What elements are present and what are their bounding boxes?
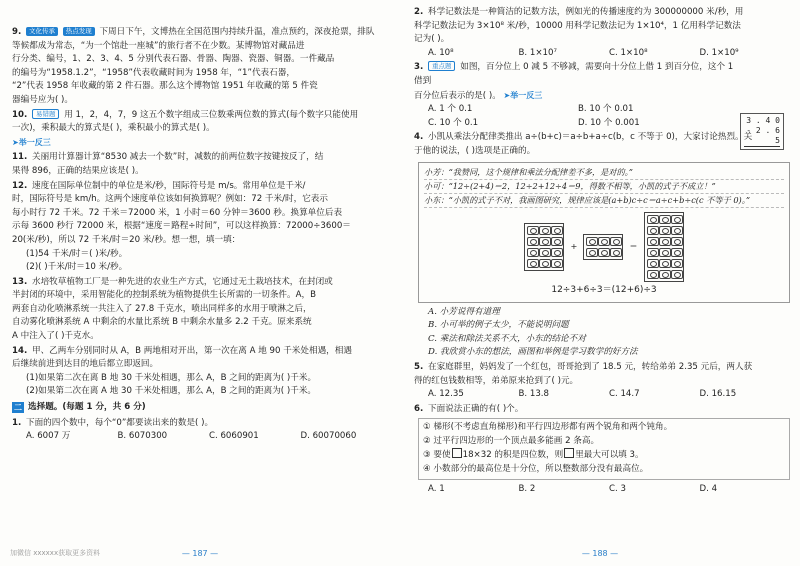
options-row <box>414 483 790 497</box>
page-number: — 188 — <box>581 549 619 558</box>
question-text: 科学记数法是一种简洁的记数方法，例如光的传播速度约为 300000000 米/秒，用 <box>427 7 744 17</box>
option-a[interactable]: A. 1 <box>428 483 445 494</box>
question-text: 于他的说法，( )选项是正确的。 <box>414 145 536 156</box>
calc-subtrahend: - 2 . 6 5 <box>744 126 780 147</box>
question-13 <box>12 276 392 344</box>
question-text: 下周日下午，文博热在全国范围内持续升温，准点预约，深夜抢票，排队 <box>99 27 375 37</box>
options-row <box>414 388 790 402</box>
egg-tray-right <box>644 212 684 282</box>
egg-icon <box>527 259 539 268</box>
egg-icon <box>539 259 551 268</box>
question-text: 在家庭群里，妈妈发了一个红包，哥哥抢到了 18.5 元，转给弟弟 2.35 元后，两人获 <box>427 361 753 372</box>
error-prone-tag: 易错题 <box>32 109 60 119</box>
sub-question: (1)如果第二次在离 B 地 30 千米处相遇，那么 A，B 之间的距离为( )千米。 <box>26 372 317 383</box>
question-12 <box>12 180 392 275</box>
question-number: 9. <box>12 27 22 37</box>
egg-icon <box>551 226 563 235</box>
egg-icon <box>610 248 622 257</box>
question-text: 半封闭的环境中，采用智能化的控制系统为植物提供生长所需的一切条件。A，B <box>12 290 316 301</box>
options-row <box>414 47 790 61</box>
equals-sign: ＝ <box>629 241 638 252</box>
statement-4: ④ 小数部分的最高位是十分位，所以整数部分没有最高位。 <box>423 464 649 475</box>
more-practice-link[interactable]: ➤举一反三 <box>12 137 51 147</box>
question-number: 14. <box>12 345 28 356</box>
link-label[interactable]: 举一反三 <box>510 90 543 100</box>
options-row <box>414 117 728 131</box>
options-row <box>414 103 728 117</box>
question-text: 一次)，乘积最大的算式是( )，乘积最小的算式是( )。 <box>12 123 215 134</box>
option-b[interactable]: B. 13.8 <box>518 389 549 400</box>
option-d[interactable]: D. 4 <box>699 483 718 494</box>
question-text: 百分位后表示的是( )。 <box>414 90 501 101</box>
egg-icon <box>598 237 610 246</box>
question-text: 的编号为“1958.1.2”，“1958”代表收藏时间为 1958 年，“1”代表石器， <box>12 67 295 78</box>
option-b[interactable]: B. 6070300 <box>117 431 168 442</box>
option-d[interactable]: D. 16.15 <box>699 389 737 400</box>
egg-icon <box>551 237 563 246</box>
egg-icon <box>659 237 671 246</box>
page-number: — 187 — <box>181 549 219 558</box>
discussion-box <box>418 162 790 303</box>
egg-icon <box>539 226 551 235</box>
topic-tag: 文化传承 <box>26 27 58 36</box>
section-title: 选择题。(每题 1 分，共 6 分) <box>28 402 146 413</box>
question-text: 速度在国际单位制中的单位是米/秒，国际符号是 m/s。常用单位是千米/ <box>31 180 306 191</box>
option-b[interactable]: B. 1×10⁷ <box>518 47 557 58</box>
option-c[interactable]: C. 10 个 0.1 <box>428 117 479 128</box>
egg-icon <box>647 215 659 224</box>
egg-icon <box>659 259 671 268</box>
option-b[interactable]: B. 10 个 0.01 <box>578 104 634 115</box>
egg-icon <box>647 248 659 257</box>
discussion-line: 小可：“12÷(2+4)＝2，12÷2+12÷4＝9，得数不相等，小凯的式子不成立！” <box>424 180 784 194</box>
option-d[interactable]: D. 60070060 <box>300 431 357 442</box>
egg-icon <box>671 237 683 246</box>
option-b[interactable]: B. 2 <box>518 483 536 494</box>
discussion-line: 小东：“小凯的式子不对，我画图研究，规律应该是(a+b)c÷c＝a÷c+b÷c(c 不等于 0)。” <box>424 194 784 208</box>
question-text: 关丽用计算器计算“8530 减去一个数”时，减数的前两位数字按键按反了，结 <box>31 152 324 163</box>
option-c[interactable]: C. 乘法和除法关系不大，小东的结论不对 <box>428 333 586 344</box>
right-column <box>414 6 790 497</box>
question-text: 得的红包钱数相等，弟弟原来抢到了( )元。 <box>414 375 579 386</box>
egg-icon <box>671 259 683 268</box>
link-label[interactable]: 举一反三 <box>18 137 51 147</box>
option-a[interactable]: A. 10⁸ <box>428 47 454 58</box>
option-d[interactable]: D. 我欣赏小东的想法，画图和举例是学习数学的好方法 <box>428 347 638 358</box>
question-text: 自动雾化喷淋系统 A 中剩余的水量比系统 B 中剩余水量多 2.2 千克。原来系统 <box>12 317 312 328</box>
question-text: 科学记数法记为 3×10⁸ 米/秒，10000 用科学记数法记为 1×10⁴，1 亿用科学记数法 <box>414 20 741 31</box>
statement-text: ③ 要使 <box>423 450 451 461</box>
question-11 <box>12 151 392 178</box>
sub-question: (2)( )千米/时＝10 米/秒。 <box>26 262 128 273</box>
question-text: 20(米/秒)，所以 72 千米/时＝20 米/秒。想一想，填一填： <box>12 234 241 245</box>
egg-icon <box>539 248 551 257</box>
more-practice-link[interactable]: ➤举一反三 <box>503 90 543 100</box>
question-text: 下面说法正确的有( )个。 <box>427 403 524 414</box>
question-text: 行分类、编号，1、2、3、4、5 分别代表石器、骨器、陶器、瓷器、铜器。一件藏品 <box>12 54 335 65</box>
egg-icon <box>539 237 551 246</box>
statement-3 <box>423 448 785 463</box>
question-text: 下面的四个数中，每个“0”都要读出来的数是( )。 <box>25 417 214 428</box>
question-text: 果得 896，正确的结果应该是( )。 <box>12 165 144 176</box>
key-question-tag: 重点题 <box>428 61 456 71</box>
egg-icon <box>647 226 659 235</box>
hot-tag: 热点发现 <box>63 27 95 36</box>
choice-question-1 <box>12 417 392 444</box>
sub-question: (2)如果第二次在离 A 地 30 千米处相遇，那么 A，B 之间的距离为( )千米。 <box>26 386 317 397</box>
option-c[interactable]: C. 14.7 <box>609 389 640 400</box>
question-text: 两套自动化喷淋系统一共注入了 27.8 千克水，喷出同样多的水用于喷淋之后， <box>12 303 312 314</box>
egg-icon <box>551 259 563 268</box>
question-9 <box>12 26 392 108</box>
subtraction-vertical-calc <box>740 113 784 150</box>
egg-icon <box>551 248 563 257</box>
egg-tray-middle <box>583 234 623 260</box>
egg-icon <box>671 215 683 224</box>
egg-diagram <box>424 212 784 282</box>
option-c[interactable]: C. 6060901 <box>209 431 259 442</box>
blank-box-icon <box>564 448 574 458</box>
question-text: 后继续前进到达目的地后都立即返回。 <box>12 359 159 370</box>
question-text: 等候都成为常态，“为一个馆赴一座城”的旅行者不在少数。某博物馆对藏品进 <box>12 40 305 51</box>
egg-tray-left <box>524 223 564 271</box>
egg-icon <box>527 248 539 257</box>
option-b[interactable]: B. 小可举的例子太少，不能说明问题 <box>428 320 569 331</box>
egg-icon <box>527 226 539 235</box>
options-row <box>12 430 392 444</box>
plus-sign: + <box>570 241 578 252</box>
option-a[interactable]: A. 12.35 <box>428 389 464 400</box>
statement-text: 里最大可以填 3。 <box>575 450 644 461</box>
question-14 <box>12 345 392 399</box>
egg-icon <box>671 226 683 235</box>
question-text: 用 1，2，4，7，9 这五个数字组成三位数乘两位数的算式(每个数字只能使用 <box>64 109 359 120</box>
question-10 <box>12 109 392 151</box>
question-number: 10. <box>12 109 28 120</box>
question-text: “2”代表 1958 年收藏的第 2 件石器。那么这个博物馆 1951 年收藏的第 5 件瓷 <box>12 81 318 92</box>
question-text: 器编号应为( )。 <box>12 94 73 105</box>
question-number: 6. <box>414 403 424 414</box>
choice-question-2 <box>414 6 790 60</box>
statement-2: ② 过平行四边形的一个顶点最多能画 2 条高。 <box>423 435 600 446</box>
choice-question-4 <box>414 131 790 360</box>
choice-question-3 <box>414 61 790 130</box>
blank-box-icon <box>452 448 462 458</box>
question-number: 4. <box>414 132 424 143</box>
discussion-line: 小芳：“我赞同，这个规律和乘法分配律差不多，是对的。” <box>424 166 784 180</box>
egg-icon <box>527 237 539 246</box>
option-d[interactable]: D. 10 个 0.001 <box>578 117 640 128</box>
question-number: 11. <box>12 152 28 163</box>
option-a[interactable]: A. 6007 万 <box>26 431 71 442</box>
egg-icon <box>659 248 671 257</box>
question-number: 12. <box>12 180 28 191</box>
egg-icon <box>671 270 683 279</box>
question-text: 水培牧草植物工厂是一种先进的农业生产方式，它通过无土栽培技术，在封闭或 <box>31 276 333 287</box>
question-number: 1. <box>12 417 22 428</box>
right-page <box>400 0 800 566</box>
egg-icon <box>647 270 659 279</box>
question-text: 示每 3600 秒行 72000 米，根据“速度＝路程÷时间”，可以这样换算：72000÷3600＝ <box>12 221 351 232</box>
egg-icon <box>659 270 671 279</box>
option-c[interactable]: C. 1×10⁸ <box>609 47 648 58</box>
option-a[interactable]: A. 小芳说得有道理 <box>428 306 500 317</box>
egg-icon <box>586 248 598 257</box>
option-a[interactable]: A. 1 个 0.1 <box>428 104 473 115</box>
equation: 12÷3+6÷3＝(12+6)÷3 <box>551 284 657 295</box>
egg-icon <box>647 237 659 246</box>
egg-icon <box>659 226 671 235</box>
statement-text: 18×32 的积是四位数，则 <box>462 450 564 461</box>
sub-question: (1)54 千米/时＝( )米/秒。 <box>26 248 128 259</box>
question-number: 5. <box>414 361 424 372</box>
footer-note: 加微信 xxxxxx获取更多资料 <box>10 549 101 557</box>
option-d[interactable]: D. 1×10⁹ <box>699 47 739 58</box>
question-number: 13. <box>12 276 28 287</box>
section-number: 二 <box>14 403 22 413</box>
statements-box <box>418 418 790 479</box>
egg-icon <box>610 237 622 246</box>
question-text: 每小时行 72 千米。72 千米＝72000 米，1 小时＝60 分钟＝3600 秒。换算单位后表 <box>12 207 343 218</box>
left-column <box>12 26 392 445</box>
option-c[interactable]: C. 3 <box>609 483 626 494</box>
egg-icon <box>659 215 671 224</box>
egg-icon <box>671 248 683 257</box>
choice-question-6 <box>414 403 790 497</box>
question-text: 时，国际符号是 km/h。这两个速度单位该如何换算呢？例如：72 千米/时，它表示 <box>12 194 328 205</box>
choice-question-5 <box>414 361 790 402</box>
question-number: 2. <box>414 7 424 17</box>
egg-icon <box>647 259 659 268</box>
statement-1: ① 梯形(不考虑直角梯形)和平行四边形都有两个锐角和两个钝角。 <box>423 422 673 433</box>
egg-icon <box>586 237 598 246</box>
question-number: 3. <box>414 62 424 73</box>
egg-icon <box>598 248 610 257</box>
section-heading <box>12 401 392 415</box>
calc-minuend: 3 . 4 0 <box>746 116 780 125</box>
question-text: 甲、乙两车分别同时从 A，B 两地相对开出，第一次在离 A 地 90 千米处相遇，相遇 <box>31 345 352 356</box>
question-text: A 中注入了( )千克水。 <box>12 331 99 342</box>
question-text: 如图，百分位上 0 减 5 不够减，需要向十分位上借 1 到百分位，这个 1 借到 <box>414 62 734 86</box>
question-text: 小凯从乘法分配律类推出 a÷(b+c)＝a÷b+a÷c(b，c 不等于 0)，大家讨论热烈。关 <box>427 132 753 143</box>
question-text: 记为( )。 <box>414 34 450 45</box>
